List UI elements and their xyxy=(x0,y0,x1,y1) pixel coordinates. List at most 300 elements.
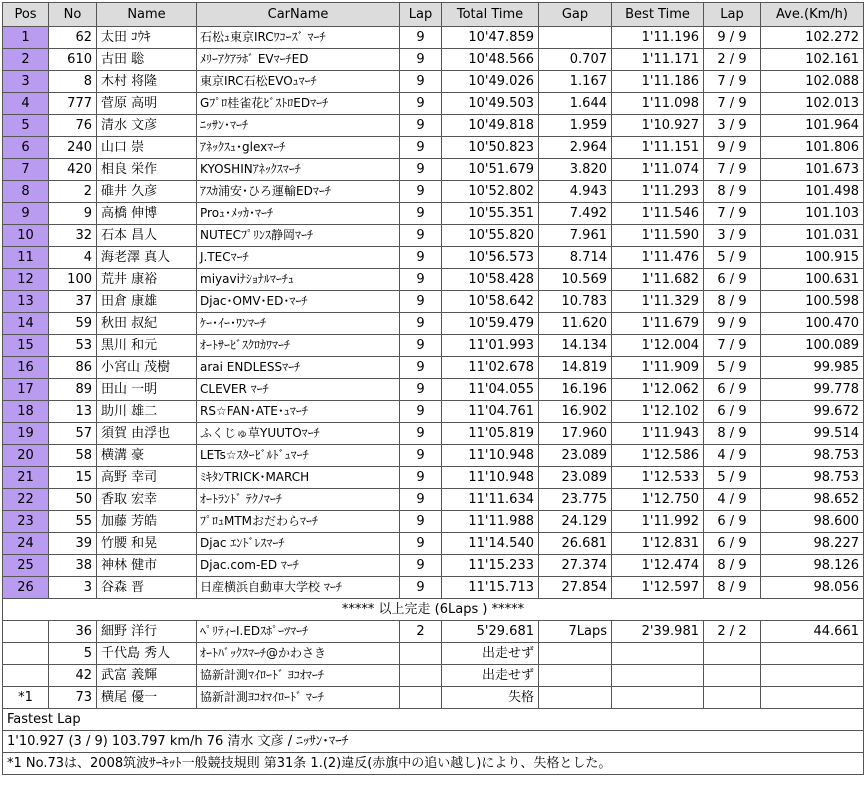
table-row xyxy=(3,401,864,423)
table-row xyxy=(3,313,864,335)
cell-gap: 16.902 xyxy=(539,401,612,423)
finishers-separator: ***** 以上完走 (6Laps ) ***** xyxy=(3,599,864,621)
cell-best-time: 1'11.098 xyxy=(612,93,704,115)
cell-lap: 9 xyxy=(400,225,442,247)
cell-lap: 9 xyxy=(400,313,442,335)
cell-best-lap: 4 / 9 xyxy=(704,445,761,467)
cell-gap: 2.964 xyxy=(539,137,612,159)
cell-car: 石松ｭ東京IRCﾜｺｰｽﾞ ﾏｰﾁ xyxy=(197,27,400,49)
cell-gap: 7.492 xyxy=(539,203,612,225)
cell-name: 千代島 秀人 xyxy=(97,643,197,665)
cell-lap: 9 xyxy=(400,203,442,225)
cell-best-time: 1'11.293 xyxy=(612,181,704,203)
cell-car: ｱﾈｯｸｽｭ･glexﾏｰﾁ xyxy=(197,137,400,159)
cell-best-lap: 6 / 9 xyxy=(704,511,761,533)
cell-car: 協新計測ﾖｺｵﾏｲﾛｰﾄﾞ ﾏｰﾁ xyxy=(197,687,400,709)
cell-no: 610 xyxy=(49,49,97,71)
cell-no: 240 xyxy=(49,137,97,159)
cell-lap: 9 xyxy=(400,291,442,313)
table-row xyxy=(3,533,864,555)
cell-gap: 1.959 xyxy=(539,115,612,137)
cell-pos: 7 xyxy=(3,159,49,181)
cell-best-time: 1'12.597 xyxy=(612,577,704,599)
cell-name: 木村 将隆 xyxy=(97,71,197,93)
cell-pos: 10 xyxy=(3,225,49,247)
cell-ave-speed: 99.985 xyxy=(761,357,864,379)
cell-ave-speed: 100.631 xyxy=(761,269,864,291)
cell-lap: 9 xyxy=(400,71,442,93)
cell-best-time: 1'11.679 xyxy=(612,313,704,335)
table-row xyxy=(3,247,864,269)
cell-ave-speed: 102.161 xyxy=(761,49,864,71)
cell-gap: 14.819 xyxy=(539,357,612,379)
cell-gap: 10.783 xyxy=(539,291,612,313)
finishers-separator-row xyxy=(3,599,864,621)
table-row xyxy=(3,93,864,115)
cell-best-time: 1'12.586 xyxy=(612,445,704,467)
cell-best-time: 1'11.909 xyxy=(612,357,704,379)
cell-best-lap: 3 / 9 xyxy=(704,115,761,137)
cell-total-time: 11'02.678 xyxy=(442,357,539,379)
cell-ave-speed: 98.056 xyxy=(761,577,864,599)
cell-lap: 9 xyxy=(400,335,442,357)
cell-pos: 4 xyxy=(3,93,49,115)
cell-ave-speed xyxy=(761,687,864,709)
table-row xyxy=(3,445,864,467)
cell-total-time: 10'50.823 xyxy=(442,137,539,159)
cell-best-lap: 7 / 9 xyxy=(704,159,761,181)
cell-no: 53 xyxy=(49,335,97,357)
cell-pos: 12 xyxy=(3,269,49,291)
footnote-row xyxy=(3,753,864,775)
cell-ave-speed: 101.103 xyxy=(761,203,864,225)
cell-no: 58 xyxy=(49,445,97,467)
cell-name: 古田 聡 xyxy=(97,49,197,71)
header-name: Name xyxy=(97,3,197,27)
cell-lap: 9 xyxy=(400,357,442,379)
cell-no: 73 xyxy=(49,687,97,709)
cell-name: 助川 雄二 xyxy=(97,401,197,423)
cell-gap: 23.089 xyxy=(539,445,612,467)
cell-no: 36 xyxy=(49,621,97,643)
cell-car: Proｭ･ﾒｯｶ･ﾏｰﾁ xyxy=(197,203,400,225)
cell-best-time: 1'11.186 xyxy=(612,71,704,93)
cell-no: 57 xyxy=(49,423,97,445)
cell-lap: 9 xyxy=(400,577,442,599)
cell-best-time: 1'12.831 xyxy=(612,533,704,555)
cell-best-lap: 9 / 9 xyxy=(704,313,761,335)
cell-name: 横溝 豪 xyxy=(97,445,197,467)
cell-best-lap: 2 / 2 xyxy=(704,621,761,643)
cell-no: 9 xyxy=(49,203,97,225)
cell-ave-speed: 98.652 xyxy=(761,489,864,511)
cell-total-time: 11'15.233 xyxy=(442,555,539,577)
cell-car: Djac.com-ED ﾏｰﾁ xyxy=(197,555,400,577)
cell-car: J.TECﾏｰﾁ xyxy=(197,247,400,269)
cell-car: ﾌﾟﾛｭMTMおだわらﾏｰﾁ xyxy=(197,511,400,533)
cell-best-time: 1'11.992 xyxy=(612,511,704,533)
cell-ave-speed: 44.661 xyxy=(761,621,864,643)
cell-total-time: 10'55.820 xyxy=(442,225,539,247)
header-best-time: Best Time xyxy=(612,3,704,27)
cell-name: 高野 幸司 xyxy=(97,467,197,489)
cell-pos: 23 xyxy=(3,511,49,533)
header-carname: CarName xyxy=(197,3,400,27)
cell-no: 86 xyxy=(49,357,97,379)
table-row xyxy=(3,159,864,181)
cell-lap: 9 xyxy=(400,533,442,555)
cell-best-time: 1'12.750 xyxy=(612,489,704,511)
cell-best-lap: 8 / 9 xyxy=(704,577,761,599)
cell-name: 山口 崇 xyxy=(97,137,197,159)
cell-no: 2 xyxy=(49,181,97,203)
cell-gap xyxy=(539,27,612,49)
cell-name: 荒井 康裕 xyxy=(97,269,197,291)
cell-best-time: 1'12.474 xyxy=(612,555,704,577)
cell-ave-speed: 100.470 xyxy=(761,313,864,335)
cell-name: 石本 昌人 xyxy=(97,225,197,247)
cell-best-lap: 6 / 9 xyxy=(704,269,761,291)
cell-pos: 19 xyxy=(3,423,49,445)
cell-car: Djac ｴﾝﾄﾞﾚｽﾏｰﾁ xyxy=(197,533,400,555)
cell-pos xyxy=(3,621,49,643)
cell-gap: 23.089 xyxy=(539,467,612,489)
table-row xyxy=(3,379,864,401)
cell-lap: 9 xyxy=(400,555,442,577)
cell-pos: 5 xyxy=(3,115,49,137)
table-row xyxy=(3,49,864,71)
cell-best-time: 1'12.004 xyxy=(612,335,704,357)
cell-total-time: 11'11.634 xyxy=(442,489,539,511)
cell-car: ﾐｷﾀﾝTRICK･MARCH xyxy=(197,467,400,489)
cell-best-time xyxy=(612,687,704,709)
cell-best-lap: 8 / 9 xyxy=(704,423,761,445)
cell-name: 竹腰 和晃 xyxy=(97,533,197,555)
cell-gap: 4.943 xyxy=(539,181,612,203)
cell-best-time: 2'39.981 xyxy=(612,621,704,643)
cell-no: 15 xyxy=(49,467,97,489)
cell-ave-speed: 99.778 xyxy=(761,379,864,401)
cell-gap: 27.854 xyxy=(539,577,612,599)
cell-lap: 9 xyxy=(400,269,442,291)
cell-total-time: 10'48.566 xyxy=(442,49,539,71)
cell-pos: 21 xyxy=(3,467,49,489)
cell-best-time xyxy=(612,643,704,665)
fastest-lap-row xyxy=(3,731,864,753)
cell-total-time: 11'04.761 xyxy=(442,401,539,423)
table-row xyxy=(3,643,864,665)
cell-no: 3 xyxy=(49,577,97,599)
cell-ave-speed: 102.088 xyxy=(761,71,864,93)
cell-lap: 9 xyxy=(400,247,442,269)
cell-gap: 17.960 xyxy=(539,423,612,445)
cell-total-time: 11'05.819 xyxy=(442,423,539,445)
cell-lap: 9 xyxy=(400,137,442,159)
cell-no: 777 xyxy=(49,93,97,115)
cell-ave-speed: 100.089 xyxy=(761,335,864,357)
cell-ave-speed: 98.753 xyxy=(761,467,864,489)
cell-car: ｹｰ･ｲｰ･ﾜﾝﾏｰﾁ xyxy=(197,313,400,335)
cell-best-time xyxy=(612,665,704,687)
cell-best-lap: 4 / 9 xyxy=(704,489,761,511)
cell-lap: 9 xyxy=(400,467,442,489)
cell-best-lap: 6 / 9 xyxy=(704,379,761,401)
cell-gap: 0.707 xyxy=(539,49,612,71)
cell-ave-speed: 99.672 xyxy=(761,401,864,423)
cell-best-time: 1'12.062 xyxy=(612,379,704,401)
cell-pos: 13 xyxy=(3,291,49,313)
cell-car: CLEVER ﾏｰﾁ xyxy=(197,379,400,401)
cell-car: ｵｰﾄｻｰﾋﾞｽｸﾛｶﾜﾏｰﾁ xyxy=(197,335,400,357)
cell-ave-speed xyxy=(761,643,864,665)
table-row xyxy=(3,423,864,445)
cell-car: ｵｰﾄﾊﾞｯｸｽﾏｰﾁ@かわさき xyxy=(197,643,400,665)
cell-best-lap: 7 / 9 xyxy=(704,335,761,357)
cell-lap: 9 xyxy=(400,159,442,181)
cell-no: 76 xyxy=(49,115,97,137)
cell-pos: 15 xyxy=(3,335,49,357)
cell-best-time: 1'12.533 xyxy=(612,467,704,489)
cell-best-lap: 7 / 9 xyxy=(704,71,761,93)
cell-pos: 20 xyxy=(3,445,49,467)
cell-pos: 24 xyxy=(3,533,49,555)
cell-best-time: 1'11.074 xyxy=(612,159,704,181)
cell-best-time: 1'11.590 xyxy=(612,225,704,247)
cell-best-lap: 8 / 9 xyxy=(704,181,761,203)
cell-best-time: 1'10.927 xyxy=(612,115,704,137)
cell-best-time: 1'11.171 xyxy=(612,49,704,71)
table-row xyxy=(3,335,864,357)
cell-name: 田倉 康雄 xyxy=(97,291,197,313)
cell-lap: 9 xyxy=(400,27,442,49)
cell-gap: 14.134 xyxy=(539,335,612,357)
cell-pos: 16 xyxy=(3,357,49,379)
cell-ave-speed: 98.227 xyxy=(761,533,864,555)
cell-best-lap: 6 / 9 xyxy=(704,401,761,423)
cell-car: NUTECﾌﾟﾘﾝｽ静岡ﾏｰﾁ xyxy=(197,225,400,247)
cell-gap: 23.775 xyxy=(539,489,612,511)
cell-total-time: 11'14.540 xyxy=(442,533,539,555)
cell-gap: 1.644 xyxy=(539,93,612,115)
cell-pos: 1 xyxy=(3,27,49,49)
table-row xyxy=(3,687,864,709)
cell-pos: 8 xyxy=(3,181,49,203)
cell-best-lap xyxy=(704,643,761,665)
cell-gap: 7Laps xyxy=(539,621,612,643)
cell-gap xyxy=(539,665,612,687)
cell-lap xyxy=(400,665,442,687)
cell-best-lap: 9 / 9 xyxy=(704,27,761,49)
cell-lap: 9 xyxy=(400,49,442,71)
cell-ave-speed: 101.964 xyxy=(761,115,864,137)
cell-no: 420 xyxy=(49,159,97,181)
header-row xyxy=(3,3,864,27)
cell-no: 39 xyxy=(49,533,97,555)
cell-no: 50 xyxy=(49,489,97,511)
cell-total-time: 出走せず xyxy=(442,665,539,687)
cell-pos: *1 xyxy=(3,687,49,709)
cell-car: KYOSHINｱﾈｯｸｽﾏｰﾁ xyxy=(197,159,400,181)
cell-lap: 9 xyxy=(400,445,442,467)
cell-best-lap: 7 / 9 xyxy=(704,203,761,225)
cell-lap: 9 xyxy=(400,511,442,533)
header-lap: Lap xyxy=(400,3,442,27)
cell-best-time: 1'11.546 xyxy=(612,203,704,225)
table-row xyxy=(3,291,864,313)
cell-car: ﾆｯｻﾝ･ﾏｰﾁ xyxy=(197,115,400,137)
cell-ave-speed: 102.013 xyxy=(761,93,864,115)
cell-ave-speed: 98.126 xyxy=(761,555,864,577)
cell-pos xyxy=(3,665,49,687)
cell-pos: 26 xyxy=(3,577,49,599)
cell-best-time: 1'12.102 xyxy=(612,401,704,423)
cell-lap xyxy=(400,643,442,665)
cell-name: 谷森 晋 xyxy=(97,577,197,599)
cell-name: 細野 洋行 xyxy=(97,621,197,643)
cell-pos: 2 xyxy=(3,49,49,71)
cell-ave-speed: 101.498 xyxy=(761,181,864,203)
cell-best-time: 1'11.151 xyxy=(612,137,704,159)
cell-total-time: 5'29.681 xyxy=(442,621,539,643)
cell-lap: 9 xyxy=(400,93,442,115)
cell-best-lap: 5 / 9 xyxy=(704,357,761,379)
cell-ave-speed xyxy=(761,665,864,687)
results-page xyxy=(2,2,863,775)
cell-name: 須賀 由浮也 xyxy=(97,423,197,445)
cell-best-lap: 8 / 9 xyxy=(704,291,761,313)
cell-gap xyxy=(539,687,612,709)
cell-no: 100 xyxy=(49,269,97,291)
cell-best-lap: 6 / 9 xyxy=(704,533,761,555)
cell-no: 42 xyxy=(49,665,97,687)
table-row xyxy=(3,269,864,291)
cell-name: 相良 栄作 xyxy=(97,159,197,181)
cell-car: ﾍﾟﾘﾃｨｰI.EDｽﾎﾟｰﾂﾏｰﾁ xyxy=(197,621,400,643)
cell-no: 55 xyxy=(49,511,97,533)
cell-ave-speed: 99.514 xyxy=(761,423,864,445)
cell-car: miyaviﾅｼｮﾅﾙﾏｰﾁｭ xyxy=(197,269,400,291)
cell-ave-speed: 102.272 xyxy=(761,27,864,49)
cell-total-time: 11'11.988 xyxy=(442,511,539,533)
cell-lap: 9 xyxy=(400,379,442,401)
cell-best-lap: 8 / 9 xyxy=(704,555,761,577)
cell-car: LETs☆ｽﾀｰﾋﾞﾙﾄﾞｭﾏｰﾁ xyxy=(197,445,400,467)
fastest-lap-title: Fastest Lap xyxy=(3,709,864,731)
cell-total-time: 10'58.642 xyxy=(442,291,539,313)
cell-gap: 7.961 xyxy=(539,225,612,247)
cell-best-lap: 5 / 9 xyxy=(704,247,761,269)
header-ave-speed: Ave.(Km/h) xyxy=(761,3,864,27)
cell-pos: 22 xyxy=(3,489,49,511)
cell-best-lap: 3 / 9 xyxy=(704,225,761,247)
cell-best-time: 1'11.943 xyxy=(612,423,704,445)
cell-total-time: 10'49.818 xyxy=(442,115,539,137)
cell-gap: 11.620 xyxy=(539,313,612,335)
cell-name: 黒川 和元 xyxy=(97,335,197,357)
cell-gap: 16.196 xyxy=(539,379,612,401)
cell-no: 13 xyxy=(49,401,97,423)
cell-no: 4 xyxy=(49,247,97,269)
table-row xyxy=(3,181,864,203)
cell-name: 横尾 優一 xyxy=(97,687,197,709)
cell-pos: 18 xyxy=(3,401,49,423)
cell-car: 日産横浜自動車大学校 ﾏｰﾁ xyxy=(197,577,400,599)
cell-pos: 9 xyxy=(3,203,49,225)
cell-gap xyxy=(539,643,612,665)
cell-car: Gﾌﾟﾛ桂雀花ﾋﾞｽﾄﾛEDﾏｰﾁ xyxy=(197,93,400,115)
table-row xyxy=(3,225,864,247)
cell-total-time: 10'47.859 xyxy=(442,27,539,49)
cell-no: 59 xyxy=(49,313,97,335)
table-row xyxy=(3,71,864,93)
cell-car: 協新計測ﾏｲﾛｰﾄﾞ ﾖｺｵﾏｰﾁ xyxy=(197,665,400,687)
cell-lap: 9 xyxy=(400,489,442,511)
cell-pos xyxy=(3,643,49,665)
cell-pos: 25 xyxy=(3,555,49,577)
cell-car: 東京IRC石松EVOｭﾏｰﾁ xyxy=(197,71,400,93)
cell-name: 海老澤 真人 xyxy=(97,247,197,269)
cell-car: RS☆FAN･ATE･ｭﾏｰﾁ xyxy=(197,401,400,423)
cell-no: 5 xyxy=(49,643,97,665)
cell-pos: 3 xyxy=(3,71,49,93)
cell-total-time: 10'59.479 xyxy=(442,313,539,335)
cell-total-time: 10'58.428 xyxy=(442,269,539,291)
cell-gap: 10.569 xyxy=(539,269,612,291)
cell-car: arai ENDLESSﾏｰﾁ xyxy=(197,357,400,379)
cell-gap: 27.374 xyxy=(539,555,612,577)
cell-no: 8 xyxy=(49,71,97,93)
cell-total-time: 10'49.503 xyxy=(442,93,539,115)
cell-lap: 9 xyxy=(400,115,442,137)
cell-car: ｱｽｶ浦安･ひろ運輸EDﾏｰﾁ xyxy=(197,181,400,203)
cell-name: 菅原 高明 xyxy=(97,93,197,115)
table-row xyxy=(3,27,864,49)
cell-gap: 3.820 xyxy=(539,159,612,181)
cell-lap xyxy=(400,687,442,709)
table-row xyxy=(3,511,864,533)
cell-name: 加藤 芳皓 xyxy=(97,511,197,533)
header-pos: Pos xyxy=(3,3,49,27)
cell-ave-speed: 101.806 xyxy=(761,137,864,159)
cell-name: 高橋 伸博 xyxy=(97,203,197,225)
cell-total-time: 10'55.351 xyxy=(442,203,539,225)
table-row xyxy=(3,555,864,577)
cell-ave-speed: 98.600 xyxy=(761,511,864,533)
cell-name: 神林 健市 xyxy=(97,555,197,577)
cell-name: 碓井 久彦 xyxy=(97,181,197,203)
footnote: *1 No.73は、2008筑波ｻｰｷｯﾄ一般競技規則 第31条 1.(2)違反(赤旗中の追い越し)により、失格とした。 xyxy=(3,753,864,775)
cell-best-lap xyxy=(704,665,761,687)
cell-name: 小宮山 茂樹 xyxy=(97,357,197,379)
fastest-lap-title-row xyxy=(3,709,864,731)
header-best-lap: Lap xyxy=(704,3,761,27)
table-row xyxy=(3,357,864,379)
cell-pos: 17 xyxy=(3,379,49,401)
cell-best-time: 1'11.476 xyxy=(612,247,704,269)
cell-no: 89 xyxy=(49,379,97,401)
header-no: No xyxy=(49,3,97,27)
cell-pos: 14 xyxy=(3,313,49,335)
cell-ave-speed: 98.753 xyxy=(761,445,864,467)
cell-car: ｵｰﾄﾗﾝﾄﾞ ﾃｸﾉﾏｰﾁ xyxy=(197,489,400,511)
cell-best-lap: 5 / 9 xyxy=(704,467,761,489)
cell-best-time: 1'11.196 xyxy=(612,27,704,49)
cell-no: 32 xyxy=(49,225,97,247)
cell-car: ふくじゅ草YUUTOﾏｰﾁ xyxy=(197,423,400,445)
cell-name: 清水 文彦 xyxy=(97,115,197,137)
table-row xyxy=(3,137,864,159)
cell-name: 田山 一明 xyxy=(97,379,197,401)
